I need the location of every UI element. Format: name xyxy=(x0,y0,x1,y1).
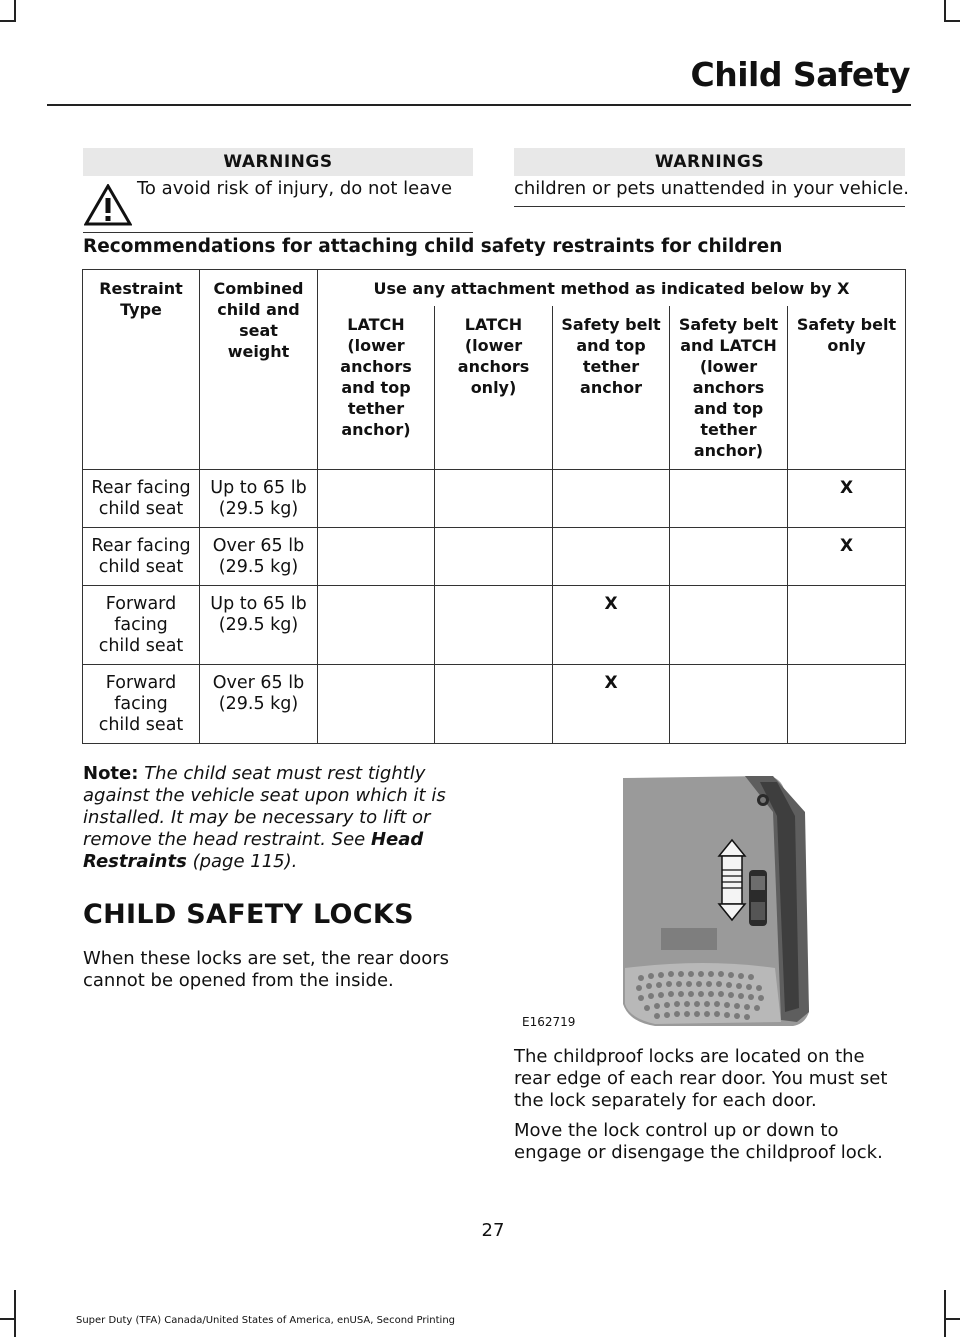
page-footer: Super Duty (TFA) Canada/United States of America, enUSA, Second Printing xyxy=(76,1315,456,1326)
page-number: 27 xyxy=(481,1220,505,1241)
warning-text-left: To avoid risk of injury, do not leave xyxy=(137,178,453,199)
crop-mark xyxy=(944,0,946,22)
warnings-heading-left: WARNINGS xyxy=(83,148,473,176)
col-header-method: LATCH (lower anchors and top tether anchor) xyxy=(318,306,435,470)
warning-text-right: children or pets unattended in your vehicle. xyxy=(514,178,909,199)
child-lock-illustration xyxy=(595,772,835,1029)
table-heading: Recommendations for attaching child safety restraints for children xyxy=(83,236,783,257)
crop-mark xyxy=(944,20,960,22)
warning-triangle-icon xyxy=(84,184,132,226)
col-header-method: Safety belt and LATCH (lower anchors and top tether anchor) xyxy=(670,306,788,470)
title-rule xyxy=(47,104,911,106)
note-label: Note: xyxy=(83,763,139,784)
table-row: Forward facing child seat Over 65 lb (29.5 kg) X xyxy=(83,665,906,744)
col-header-group: Use any attachment method as indicated below by X xyxy=(318,270,906,306)
restraint-table xyxy=(82,269,906,744)
col-header-weight: Combined child and seat weight xyxy=(200,270,318,470)
crop-mark xyxy=(0,20,16,22)
warning-rule-left xyxy=(83,232,473,233)
head-restraints-link[interactable]: Head Restraints xyxy=(83,829,424,872)
crop-mark xyxy=(0,1318,16,1320)
warnings-heading-right: WARNINGS xyxy=(514,148,905,176)
col-header-method: LATCH (lower anchors only) xyxy=(435,306,553,470)
table-row: Rear facing child seat Over 65 lb (29.5 kg) X xyxy=(83,528,906,586)
table-row: Rear facing child seat Up to 65 lb (29.5 kg) X xyxy=(83,470,906,528)
col-header-restraint: Restraint Type xyxy=(83,270,200,470)
warning-rule-right xyxy=(514,206,905,207)
figure-label: E162719 xyxy=(522,1015,576,1029)
note-page-ref: (page 115). xyxy=(192,851,298,872)
locks-para-2: Move the lock control up or down to engage or disengage the childproof lock. xyxy=(514,1120,883,1163)
col-header-method: Safety belt only xyxy=(788,306,906,470)
crop-mark xyxy=(944,1318,960,1320)
page-title: Child Safety xyxy=(690,55,910,94)
crop-mark xyxy=(944,1290,946,1337)
section-heading-child-locks: CHILD SAFETY LOCKS xyxy=(83,899,414,930)
note-paragraph xyxy=(83,763,463,873)
locks-intro: When these locks are set, the rear doors cannot be opened from the inside. xyxy=(83,948,450,991)
crop-mark xyxy=(14,1290,16,1337)
locks-para-1: The childproof locks are located on the rear edge of each rear door. You must set the lock separately for each door. xyxy=(514,1046,888,1111)
note-text: The child seat must rest tightly against the vehicle seat upon which it is installed. It may be necessary to lift or remove the head restraint. See xyxy=(83,763,446,850)
table-row: Forward facing child seat Up to 65 lb (29.5 kg) X xyxy=(83,586,906,665)
crop-mark xyxy=(14,0,16,22)
col-header-method: Safety belt and top tether anchor xyxy=(553,306,670,470)
